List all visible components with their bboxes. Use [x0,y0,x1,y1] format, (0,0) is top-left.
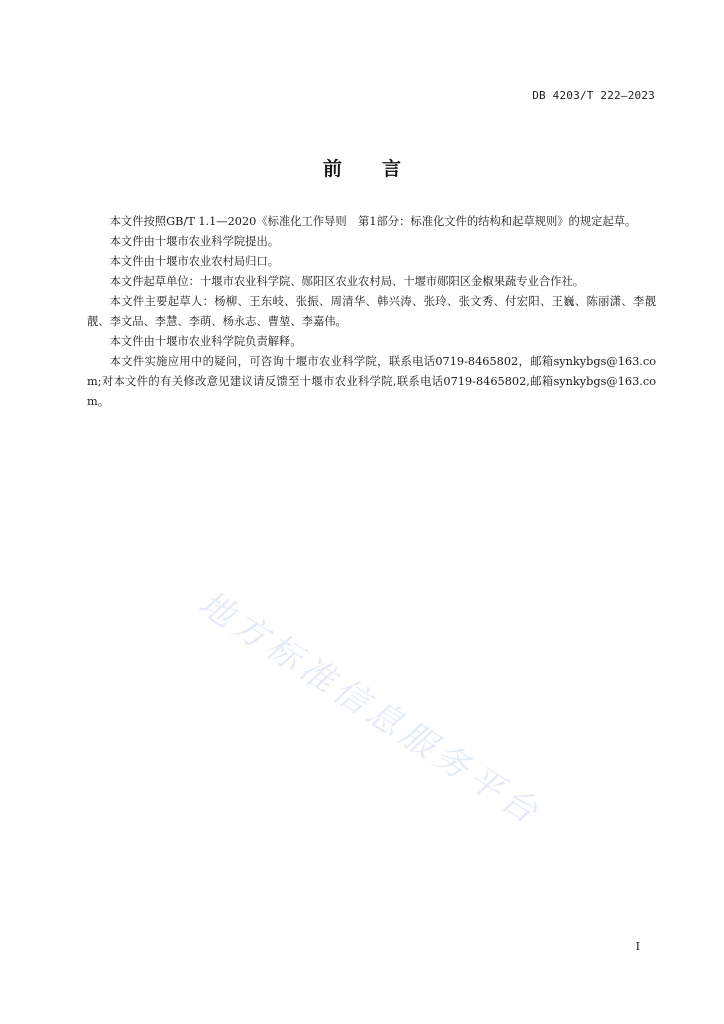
paragraph-administrator: 本文件由十堰市农业农村局归口。 [109,255,280,268]
paragraph-drafting-basis: 本文件按照GB/T 1.1—2020《标准化工作导则 第1部分：标准化文件的结构和起草规则》的规定起草。 [109,215,637,228]
document-code: DB 4203/T 222—2023 [532,89,655,102]
paragraph-drafting-units: 本文件起草单位：十堰市农业科学院、郧阳区农业农村局、十堰市郧阳区金椒果蔬专业合作社。 [109,275,585,288]
document-body [87,212,656,412]
paragraph-interpretation: 本文件由十堰市农业科学院负责解释。 [109,335,302,348]
watermark-text: 地方标准信息服务平台 [191,583,549,835]
page-title: 前言 [322,158,441,180]
paragraph-drafters: 本文件主要起草人：杨柳、王东岐、张振、周清华、韩兴涛、张玲、张文秀、付宏阳、王巍、陈丽潇、李靓靓、李文品、李慧、李萌、杨永志、曹堃、李嘉伟。 [87,295,656,328]
paragraph-contact: 本文件实施应用中的疑问，可咨询十堰市农业科学院，联系电话0719-8465802，邮箱synkybgs@163.com;对本文件的有关修改意见建议请反馈至十堰市农业科学院,联系电话0719-8465802,邮箱synkybgs@163.com。 [87,355,656,408]
paragraph-proposer: 本文件由十堰市农业科学院提出。 [109,235,280,248]
page-number: I [635,940,640,953]
